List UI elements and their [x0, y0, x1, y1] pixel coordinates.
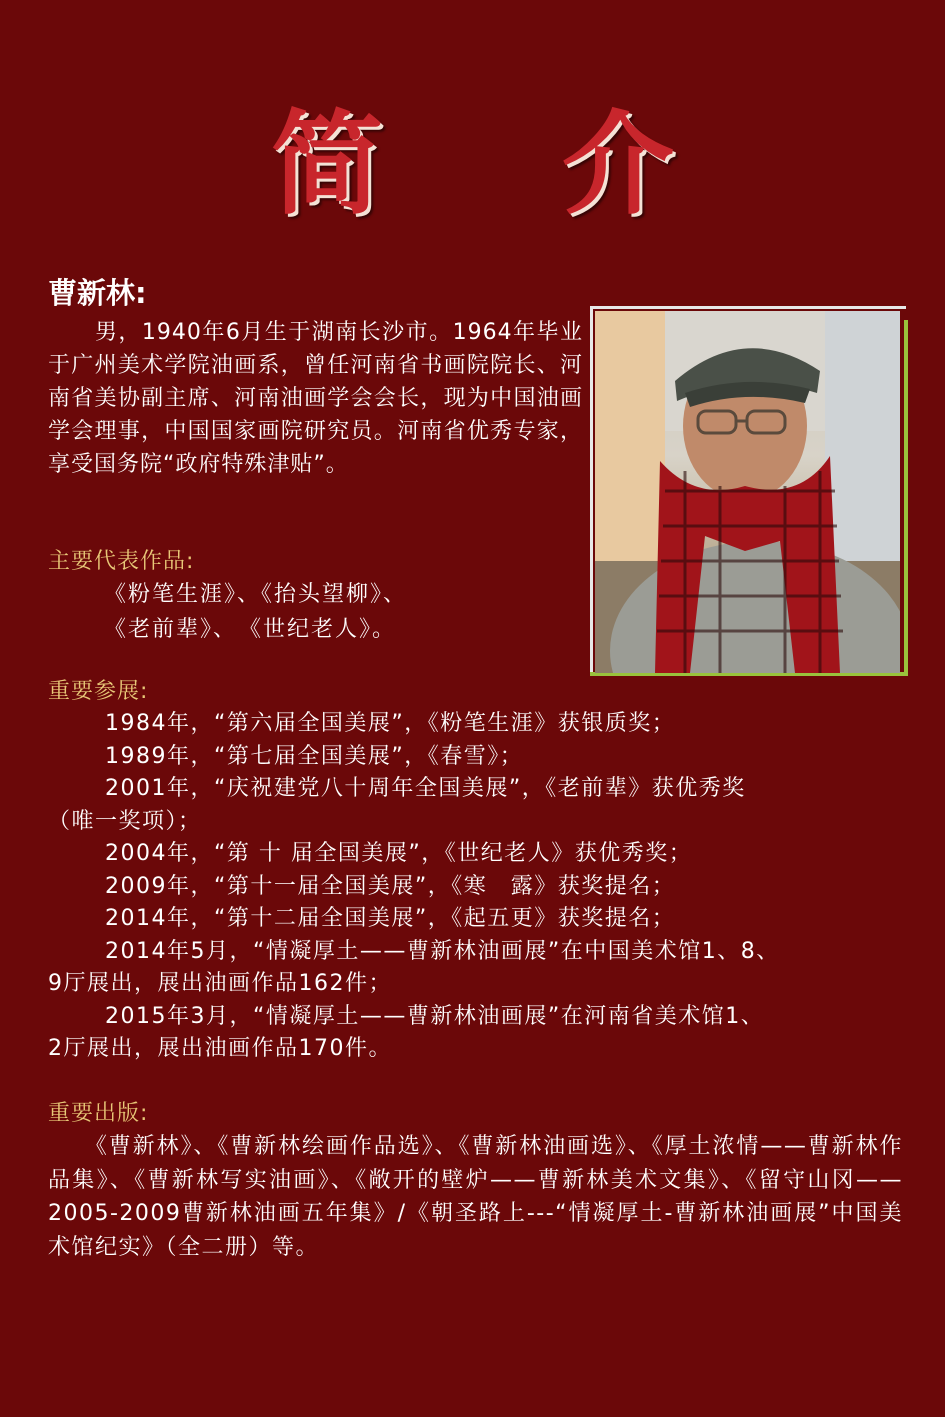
list-item: 1989年，“第七届全国美展”，《春雪》；: [105, 743, 524, 769]
exhibitions-list: [48, 708, 903, 1066]
list-item: 2004年，“第 十 届全国美展”，《世纪老人》获优秀奖；: [105, 841, 693, 866]
list-item: 1984年，“第六届全国美展”，《粉笔生涯》获银质奖；: [105, 711, 676, 736]
list-item: 2014年5月，“情凝厚土——曹新林油画展”在中国美术馆1、8、: [105, 938, 780, 964]
list-item: 2001年，“庆祝建党八十周年全国美展”，《老前辈》获优秀奖: [105, 776, 746, 801]
list-item: 2厅展出，展出油画作品170件。: [48, 1036, 392, 1061]
works-heading: 主要代表作品:: [48, 549, 195, 574]
list-item: 2014年，“第十二届全国美展”，《起五更》获奖提名；: [105, 906, 676, 931]
artist-name: 曹新林:: [48, 276, 147, 310]
list-item: 9厅展出，展出油画作品162件；: [48, 971, 392, 996]
intro-paragraph: 男，1940年6月生于湖南长沙市。1964年毕业于广州美术学院油画系，曾任河南省书画院院长、河南省美协副主席、河南油画学会会长，现为中国油画学会理事，中国国家画院研究员。河南省优秀专家，享受国务院“政府特殊津贴”。: [48, 320, 583, 477]
publications-heading: 重要出版:: [48, 1101, 149, 1126]
publications-paragraph: 《曹新林》、《曹新林绘画作品选》、《曹新林油画选》、《厚土浓情——曹新林作品集》、《曹新林写实油画》、《敞开的壁炉——曹新林美术文集》、《留守山冈——2005-2009曹新林油画五年集》/《朝圣路上---“情凝厚土-曹新林油画展”中国美术馆纪实》（全二册）等。: [48, 1134, 903, 1260]
list-item: 《粉笔生涯》、《抬头望柳》、: [104, 582, 408, 607]
exhibitions-heading: 重要参展:: [48, 679, 149, 704]
portrait-frame: [590, 306, 908, 676]
portrait-photo: [595, 311, 900, 673]
list-item: 2009年，“第十一届全国美展”，《寒 露》获奖提名；: [105, 873, 676, 899]
list-item: （唯一奖项）；: [48, 808, 202, 834]
works-list: [104, 577, 407, 647]
list-item: 《老前辈》、 《世纪老人》。: [104, 617, 397, 642]
page-title: 简 介: [271, 99, 744, 230]
list-item: 2015年3月，“情凝厚土——曹新林油画展”在河南省美术馆1、: [105, 1003, 765, 1029]
